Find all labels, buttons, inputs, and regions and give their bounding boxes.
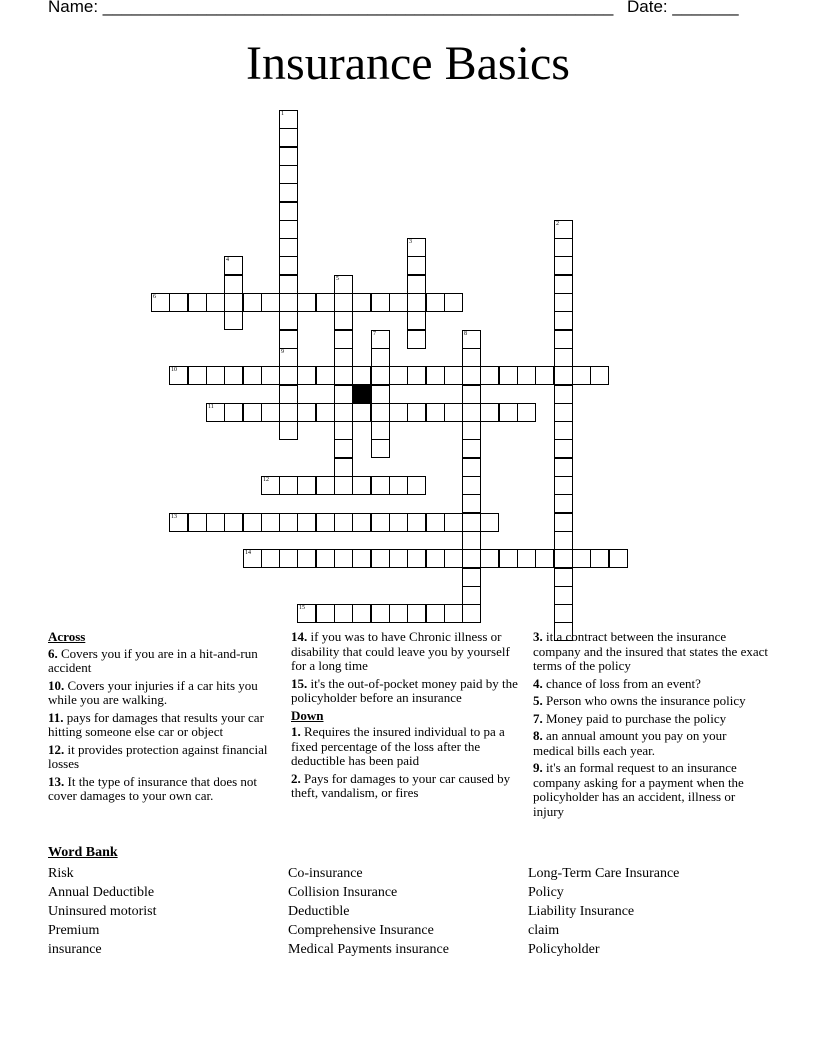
crossword-cell[interactable] (554, 330, 573, 349)
crossword-cell[interactable] (554, 604, 573, 623)
crossword-cell[interactable] (407, 604, 426, 623)
crossword-cell[interactable] (426, 293, 445, 312)
crossword-cell[interactable] (517, 366, 536, 385)
crossword-cell[interactable] (371, 439, 390, 458)
crossword-cell[interactable] (407, 275, 426, 294)
crossword-cell[interactable] (334, 604, 353, 623)
crossword-cell[interactable] (243, 293, 262, 312)
crossword-cell[interactable] (316, 293, 335, 312)
crossword-cell[interactable] (554, 238, 573, 257)
word-bank-item: Policy (528, 885, 564, 900)
crossword-cell[interactable] (462, 476, 481, 495)
crossword-cell[interactable] (371, 366, 390, 385)
word-bank-column-3 (528, 864, 679, 959)
word-bank-item: claim (528, 923, 560, 938)
crossword-cell[interactable] (334, 439, 353, 458)
crossword-cell[interactable] (371, 330, 390, 349)
crossword-cell[interactable] (462, 348, 481, 367)
name-line: Name: ______________________________________________________ (48, 0, 614, 16)
crossword-cell[interactable] (554, 531, 573, 550)
crossword-cell[interactable] (279, 403, 298, 422)
crossword-cell[interactable] (480, 403, 499, 422)
crossword-cell[interactable] (261, 549, 280, 568)
crossword-cell[interactable] (426, 549, 445, 568)
word-bank-title: Word Bank (48, 845, 118, 860)
clue-down-1: 1. Requires the insured individual to pa a fixed percentage of the loss after the deductible has been paid (291, 724, 505, 768)
clue-down-4: 4. chance of loss from an event? (533, 675, 701, 691)
crossword-cell[interactable] (352, 403, 371, 422)
crossword-cell[interactable] (389, 476, 408, 495)
crossword-cell[interactable] (590, 366, 609, 385)
crossword-cell[interactable] (389, 366, 408, 385)
crossword-cell[interactable] (407, 293, 426, 312)
crossword-cell[interactable] (279, 256, 298, 275)
crossword-cell[interactable] (334, 513, 353, 532)
clues-column-2 (291, 630, 521, 804)
crossword-cell[interactable] (554, 549, 573, 568)
crossword-cell[interactable] (316, 403, 335, 422)
crossword-cell[interactable] (224, 513, 243, 532)
crossword-cell[interactable] (554, 403, 573, 422)
crossword-cell[interactable] (334, 421, 353, 440)
crossword-cell[interactable] (554, 311, 573, 330)
crossword-cell[interactable] (316, 513, 335, 532)
word-bank-item: Liability Insurance (528, 904, 635, 919)
crossword-cell[interactable] (462, 403, 481, 422)
clue-down-5: 5. Person who owns the insurance policy (533, 693, 746, 708)
crossword-cell[interactable] (316, 604, 335, 623)
crossword-cell[interactable] (224, 256, 243, 275)
clue-number: 14 (245, 550, 251, 556)
clue-number: 1 (281, 111, 284, 117)
across-heading: Across (48, 629, 86, 644)
black-cell (352, 385, 371, 404)
crossword-cell[interactable] (371, 293, 390, 312)
clue-number: 12 (263, 477, 269, 483)
crossword-cell[interactable] (517, 549, 536, 568)
crossword-cell[interactable] (279, 549, 298, 568)
crossword-cell[interactable] (371, 421, 390, 440)
crossword-cell[interactable] (352, 366, 371, 385)
crossword-cell[interactable] (334, 348, 353, 367)
crossword-cell[interactable] (334, 549, 353, 568)
crossword-cell[interactable] (297, 513, 316, 532)
clue-number: 5 (336, 276, 339, 282)
crossword-cell[interactable] (279, 476, 298, 495)
crossword-cell[interactable] (297, 549, 316, 568)
crossword-cell[interactable] (462, 531, 481, 550)
crossword-cell[interactable] (389, 293, 408, 312)
crossword-cell[interactable] (480, 549, 499, 568)
crossword-cell[interactable] (462, 568, 481, 587)
word-bank-item: Policyholder (528, 942, 600, 957)
crossword-cell[interactable] (426, 604, 445, 623)
crossword-cell[interactable] (169, 293, 188, 312)
crossword-cell[interactable] (554, 385, 573, 404)
crossword-cell[interactable] (316, 549, 335, 568)
crossword-cell[interactable] (554, 275, 573, 294)
clue-across-11: 11. pays for damages that results your car hitting someone else car or object (48, 709, 264, 739)
crossword-cell[interactable] (243, 549, 262, 568)
clue-number: 9 (281, 349, 284, 355)
crossword-cell[interactable] (535, 549, 554, 568)
crossword-cell[interactable] (444, 549, 463, 568)
clue-across-6: 6. Covers you if you are in a hit-and-run accident (48, 645, 258, 675)
crossword-cell[interactable] (352, 513, 371, 532)
crossword-cell[interactable] (334, 403, 353, 422)
crossword-cell[interactable] (480, 366, 499, 385)
word-bank-item: Medical Payments insurance (288, 942, 449, 957)
crossword-cell[interactable] (554, 256, 573, 275)
crossword-cell[interactable] (462, 458, 481, 477)
crossword-cell[interactable] (371, 403, 390, 422)
clue-number: 8 (464, 331, 467, 337)
word-bank-item: Comprehensive Insurance (288, 923, 434, 938)
crossword-cell[interactable] (297, 366, 316, 385)
crossword-cell[interactable] (279, 220, 298, 239)
crossword-cell[interactable] (279, 275, 298, 294)
clue-number: 11 (208, 404, 214, 410)
crossword-cell[interactable] (169, 366, 188, 385)
crossword-cell[interactable] (371, 549, 390, 568)
crossword-cell[interactable] (554, 458, 573, 477)
crossword-cell[interactable] (334, 385, 353, 404)
crossword-cell[interactable] (462, 421, 481, 440)
crossword-cell[interactable] (554, 494, 573, 513)
crossword-cell[interactable] (407, 238, 426, 257)
clue-across-12: 12. it provides protection against financial losses (48, 741, 268, 771)
word-bank-item: Long-Term Care Insurance (528, 866, 680, 881)
crossword-cell[interactable] (407, 476, 426, 495)
crossword-cell[interactable] (279, 128, 298, 147)
crossword-cell[interactable] (334, 275, 353, 294)
down-heading: Down (291, 707, 324, 723)
crossword-cell[interactable] (261, 513, 280, 532)
crossword-cell[interactable] (462, 494, 481, 513)
crossword-cell[interactable] (188, 293, 207, 312)
crossword-cell[interactable] (535, 366, 554, 385)
crossword-cell[interactable] (297, 293, 316, 312)
crossword-cell[interactable] (371, 513, 390, 532)
crossword-cell[interactable] (462, 513, 481, 532)
word-bank-item: Collision Insurance (288, 885, 398, 900)
word-bank-item: Uninsured motorist (48, 904, 157, 919)
crossword-cell[interactable] (554, 568, 573, 587)
clue-number: 15 (299, 605, 305, 611)
crossword-cell[interactable] (499, 403, 518, 422)
crossword-cell[interactable] (334, 458, 353, 477)
crossword-cell[interactable] (279, 183, 298, 202)
crossword-cell[interactable] (407, 256, 426, 275)
crossword-cell[interactable] (279, 348, 298, 367)
crossword-cell[interactable] (297, 604, 316, 623)
clue-across-14: 14. if you was to have Chronic illness or disability that could leave you by yourself for a long time (291, 629, 510, 673)
crossword-cell[interactable] (188, 366, 207, 385)
clue-down-7: 7. Money paid to purchase the policy (533, 710, 727, 726)
crossword-cell[interactable] (206, 403, 225, 422)
crossword-cell[interactable] (462, 604, 481, 623)
crossword-cell[interactable] (407, 366, 426, 385)
crossword-cell[interactable] (554, 293, 573, 312)
crossword-cell[interactable] (279, 238, 298, 257)
crossword-cell[interactable] (352, 549, 371, 568)
crossword-cell[interactable] (169, 513, 188, 532)
crossword-cell[interactable] (243, 366, 262, 385)
clue-across-10: 10. Covers your injuries if a car hits you while you are walking. (48, 677, 258, 707)
crossword-cell[interactable] (206, 293, 225, 312)
crossword-cell[interactable] (462, 330, 481, 349)
page-title: Insurance Basics (246, 37, 570, 90)
crossword-cell[interactable] (554, 366, 573, 385)
crossword-cell[interactable] (224, 403, 243, 422)
clue-number: 2 (556, 221, 559, 227)
crossword-cell[interactable] (243, 513, 262, 532)
crossword-cell[interactable] (444, 513, 463, 532)
crossword-cell[interactable] (389, 604, 408, 623)
crossword-cell[interactable] (243, 403, 262, 422)
clue-number: 4 (226, 257, 229, 263)
crossword-cell[interactable] (444, 366, 463, 385)
crossword-cell[interactable] (297, 403, 316, 422)
crossword-cell[interactable] (572, 366, 591, 385)
word-bank-item: Co-insurance (288, 866, 363, 881)
crossword-cell[interactable] (554, 439, 573, 458)
crossword-cell[interactable] (590, 549, 609, 568)
word-bank-item: Risk (48, 866, 74, 881)
crossword-cell[interactable] (279, 385, 298, 404)
crossword-cell[interactable] (224, 275, 243, 294)
crossword-cell[interactable] (334, 476, 353, 495)
clue-number: 6 (153, 294, 156, 300)
crossword-cell[interactable] (389, 403, 408, 422)
crossword-cell[interactable] (316, 366, 335, 385)
crossword-cell[interactable] (279, 366, 298, 385)
crossword-cell[interactable] (389, 549, 408, 568)
crossword-cell[interactable] (334, 330, 353, 349)
crossword-cell[interactable] (444, 604, 463, 623)
crossword-cell[interactable] (462, 586, 481, 605)
crossword-cell[interactable] (279, 147, 298, 166)
crossword-cell[interactable] (352, 293, 371, 312)
crossword-cell[interactable] (279, 165, 298, 184)
crossword-cell[interactable] (444, 293, 463, 312)
word-bank-item: Premium (48, 923, 100, 938)
crossword-cell[interactable] (279, 110, 298, 129)
word-bank-column-1 (48, 864, 157, 959)
crossword-cell[interactable] (609, 549, 628, 568)
crossword-cell[interactable] (554, 586, 573, 605)
clue-number: 7 (373, 331, 376, 337)
crossword-cell[interactable] (572, 549, 591, 568)
clue-down-9: 9. it's an formal request to an insurance company asking for a payment when the policyholder has an accident, illness or injury (533, 760, 744, 819)
crossword-cell[interactable] (279, 311, 298, 330)
crossword-cell[interactable] (462, 439, 481, 458)
crossword-cell[interactable] (389, 513, 408, 532)
crossword-cell[interactable] (554, 421, 573, 440)
crossword-cell[interactable] (261, 366, 280, 385)
crossword-cell[interactable] (444, 403, 463, 422)
crossword-cell[interactable] (554, 513, 573, 532)
crossword-cell[interactable] (407, 330, 426, 349)
crossword-cell[interactable] (554, 476, 573, 495)
word-bank-column-2 (288, 864, 449, 959)
crossword-cell[interactable] (517, 403, 536, 422)
clue-number: 13 (171, 514, 177, 520)
crossword-cell[interactable] (462, 549, 481, 568)
crossword-cell[interactable] (261, 403, 280, 422)
crossword-cell[interactable] (462, 385, 481, 404)
word-bank-item: Deductible (288, 904, 350, 919)
crossword-cell[interactable] (279, 421, 298, 440)
crossword-cell[interactable] (261, 293, 280, 312)
crossword-cell[interactable] (407, 513, 426, 532)
crossword-cell[interactable] (554, 348, 573, 367)
crossword-cell[interactable] (480, 513, 499, 532)
crossword-cell[interactable] (554, 220, 573, 239)
clue-number: 10 (171, 367, 177, 373)
clues-column-3 (533, 630, 768, 822)
crossword-cell[interactable] (407, 549, 426, 568)
crossword-cell[interactable] (151, 293, 170, 312)
crossword-cell[interactable] (371, 604, 390, 623)
crossword-cell[interactable] (426, 513, 445, 532)
crossword-cell[interactable] (352, 604, 371, 623)
crossword-cell[interactable] (371, 476, 390, 495)
crossword-cell[interactable] (224, 293, 243, 312)
crossword-cell[interactable] (279, 293, 298, 312)
crossword-cell[interactable] (499, 366, 518, 385)
crossword-cell[interactable] (462, 366, 481, 385)
crossword-cell[interactable] (407, 311, 426, 330)
word-bank-item: Annual Deductible (48, 885, 155, 900)
crossword-cell[interactable] (297, 476, 316, 495)
crossword-cell[interactable] (316, 476, 335, 495)
crossword-cell[interactable] (224, 311, 243, 330)
crossword-cell[interactable] (206, 513, 225, 532)
crossword-cell[interactable] (334, 311, 353, 330)
clue-down-2: 2. Pays for damages to your car caused by theft, vandalism, or fires (291, 770, 511, 800)
clue-across-13: 13. It the type of insurance that does not cover damages to your own car. (48, 773, 258, 803)
crossword-cell[interactable] (224, 366, 243, 385)
crossword-cell[interactable] (279, 330, 298, 349)
date-line: Date: _______ (627, 0, 739, 16)
clue-down-8: 8. an annual amount you pay on your medical bills each year. (533, 728, 727, 758)
crossword-cell[interactable] (426, 366, 445, 385)
crossword-cell[interactable] (334, 293, 353, 312)
crossword-cell[interactable] (188, 513, 207, 532)
crossword-cell[interactable] (371, 385, 390, 404)
clue-across-15: 15. it's the out-of-pocket money paid by the policyholder before an insurance (291, 675, 518, 705)
crossword-cell[interactable] (407, 403, 426, 422)
crossword-cell[interactable] (499, 549, 518, 568)
crossword-cell[interactable] (371, 348, 390, 367)
crossword-cell[interactable] (261, 476, 280, 495)
crossword-cell[interactable] (279, 513, 298, 532)
clue-down-3: 3. it a contract between the insurance company and the insured that states the exact terms of the policy (533, 629, 769, 673)
crossword-cell[interactable] (279, 202, 298, 221)
crossword-cell[interactable] (426, 403, 445, 422)
crossword-cell[interactable] (352, 476, 371, 495)
clues-column-1 (48, 630, 273, 807)
word-bank-item: insurance (48, 942, 102, 957)
crossword-cell[interactable] (206, 366, 225, 385)
clue-number: 3 (409, 239, 412, 245)
crossword-cell[interactable] (334, 366, 353, 385)
